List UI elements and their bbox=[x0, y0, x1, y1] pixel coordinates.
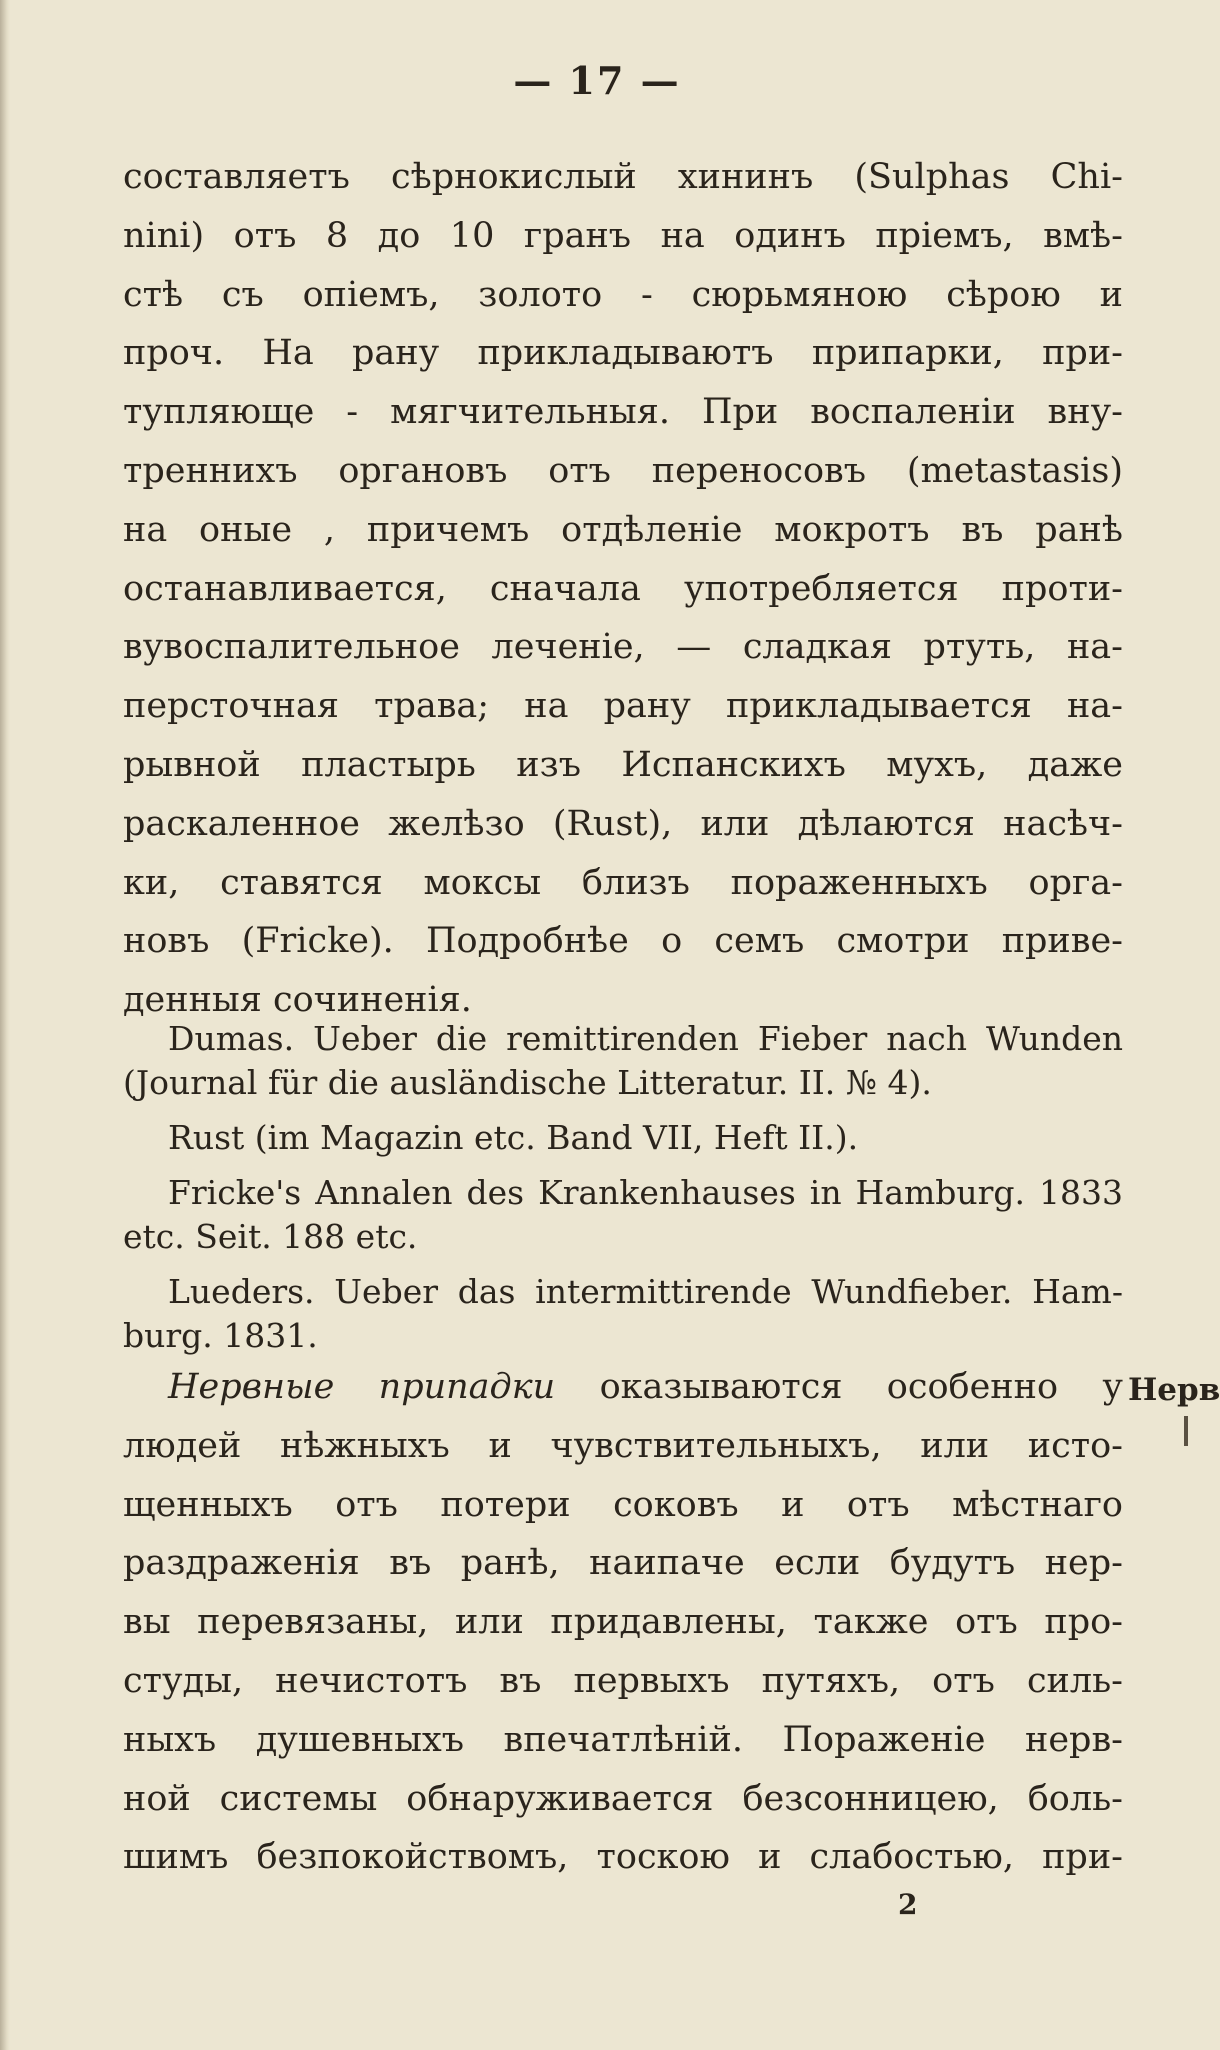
text-line: денныя сочиненія. bbox=[123, 980, 472, 1021]
section-heading-italic: Нервные припадки bbox=[168, 1367, 556, 1407]
reference-line: Fricke's Annalen des Krankenhauses in Hamburg. 1833 bbox=[168, 1173, 1123, 1212]
text-line: раскаленное желѣзо (Rust), или дѣлаются насѣч- bbox=[123, 803, 1123, 844]
reference-lueders bbox=[123, 1270, 1123, 1358]
text-line: ки, ставятся моксы близъ пораженныхъ орга- bbox=[123, 862, 1123, 903]
text-line: вы перевязаны, или придавлены, также отъ про- bbox=[123, 1602, 1123, 1643]
text-line: nini) отъ 8 до 10 гранъ на одинъ пріемъ, вмѣ- bbox=[123, 215, 1123, 256]
reference-line: (Journal für die ausländische Litteratur. II. № 4). bbox=[123, 1063, 932, 1102]
reference-line: Dumas. Ueber die remittirenden Fieber nach Wunden bbox=[168, 1019, 1123, 1058]
text-line: персточная трава; на рану прикладывается на- bbox=[123, 686, 1123, 727]
text-line bbox=[123, 1358, 1123, 1417]
text-line: людей нѣжныхъ и чувствительныхъ, или исто- bbox=[123, 1425, 1123, 1466]
text-line: тупляюще - мягчительныя. При воспаленіи вну- bbox=[123, 392, 1123, 433]
text-line: ныхъ душевныхъ впечатлѣній. Пораженіе нерв- bbox=[123, 1719, 1123, 1760]
paragraph-nervous-attacks bbox=[123, 1358, 1123, 1887]
signature-mark: 2 bbox=[898, 1888, 918, 1921]
page-binding-edge bbox=[0, 0, 10, 2050]
text-line: рывной пластырь изъ Испанскихъ мухъ, даже bbox=[123, 744, 1123, 785]
text-line: шимъ безпокойствомъ, тоскою и слабостью, при- bbox=[123, 1837, 1123, 1878]
reference-rust bbox=[123, 1116, 1123, 1160]
text-line: стѣ съ опіемъ, золото - сюрьмяною сѣрою и bbox=[123, 274, 1123, 315]
margin-note: Нерв bbox=[1128, 1372, 1220, 1408]
text-line: треннихъ органовъ отъ переносовъ (metastasis) bbox=[123, 450, 1123, 491]
margin-note-fragment bbox=[1184, 1416, 1188, 1446]
page-number: — 17 — bbox=[513, 58, 681, 103]
text-line: проч. На рану прикладываютъ припарки, при- bbox=[123, 333, 1123, 374]
text-line: новъ (Fricke). Подробнѣе о семъ смотри приве- bbox=[123, 921, 1123, 962]
text-line: останавливается, сначала употребляется проти- bbox=[123, 568, 1123, 609]
reference-line: Lueders. Ueber das intermittirende Wundfieber. Ham- bbox=[168, 1272, 1123, 1311]
reference-line: Rust (im Magazin etc. Band VII, Heft II.). bbox=[168, 1118, 859, 1157]
text-line: щенныхъ отъ потери соковъ и отъ мѣстнаго bbox=[123, 1484, 1123, 1525]
references-list bbox=[123, 1017, 1123, 1369]
text-line: на оные , причемъ отдѣленіе мокротъ въ ранѣ bbox=[123, 509, 1123, 550]
text-line: вувоспалительное леченіе, — сладкая ртуть, на- bbox=[123, 627, 1123, 668]
paragraph-treatment bbox=[123, 148, 1123, 1030]
reference-line: etc. Seit. 188 etc. bbox=[123, 1217, 418, 1256]
text-line: ной системы обнаруживается безсонницею, боль- bbox=[123, 1778, 1123, 1819]
text-line: студы, нечистотъ въ первыхъ путяхъ, отъ силь- bbox=[123, 1660, 1123, 1701]
text-fragment: оказываются особенно у bbox=[599, 1367, 1123, 1407]
text-line: раздраженія въ ранѣ, наипаче если будутъ нер- bbox=[123, 1543, 1123, 1584]
reference-fricke bbox=[123, 1171, 1123, 1259]
text-line: составляетъ сѣрнокислый хининъ (Sulphas Chi- bbox=[123, 157, 1123, 197]
reference-dumas bbox=[123, 1017, 1123, 1105]
reference-line: burg. 1831. bbox=[123, 1316, 318, 1355]
